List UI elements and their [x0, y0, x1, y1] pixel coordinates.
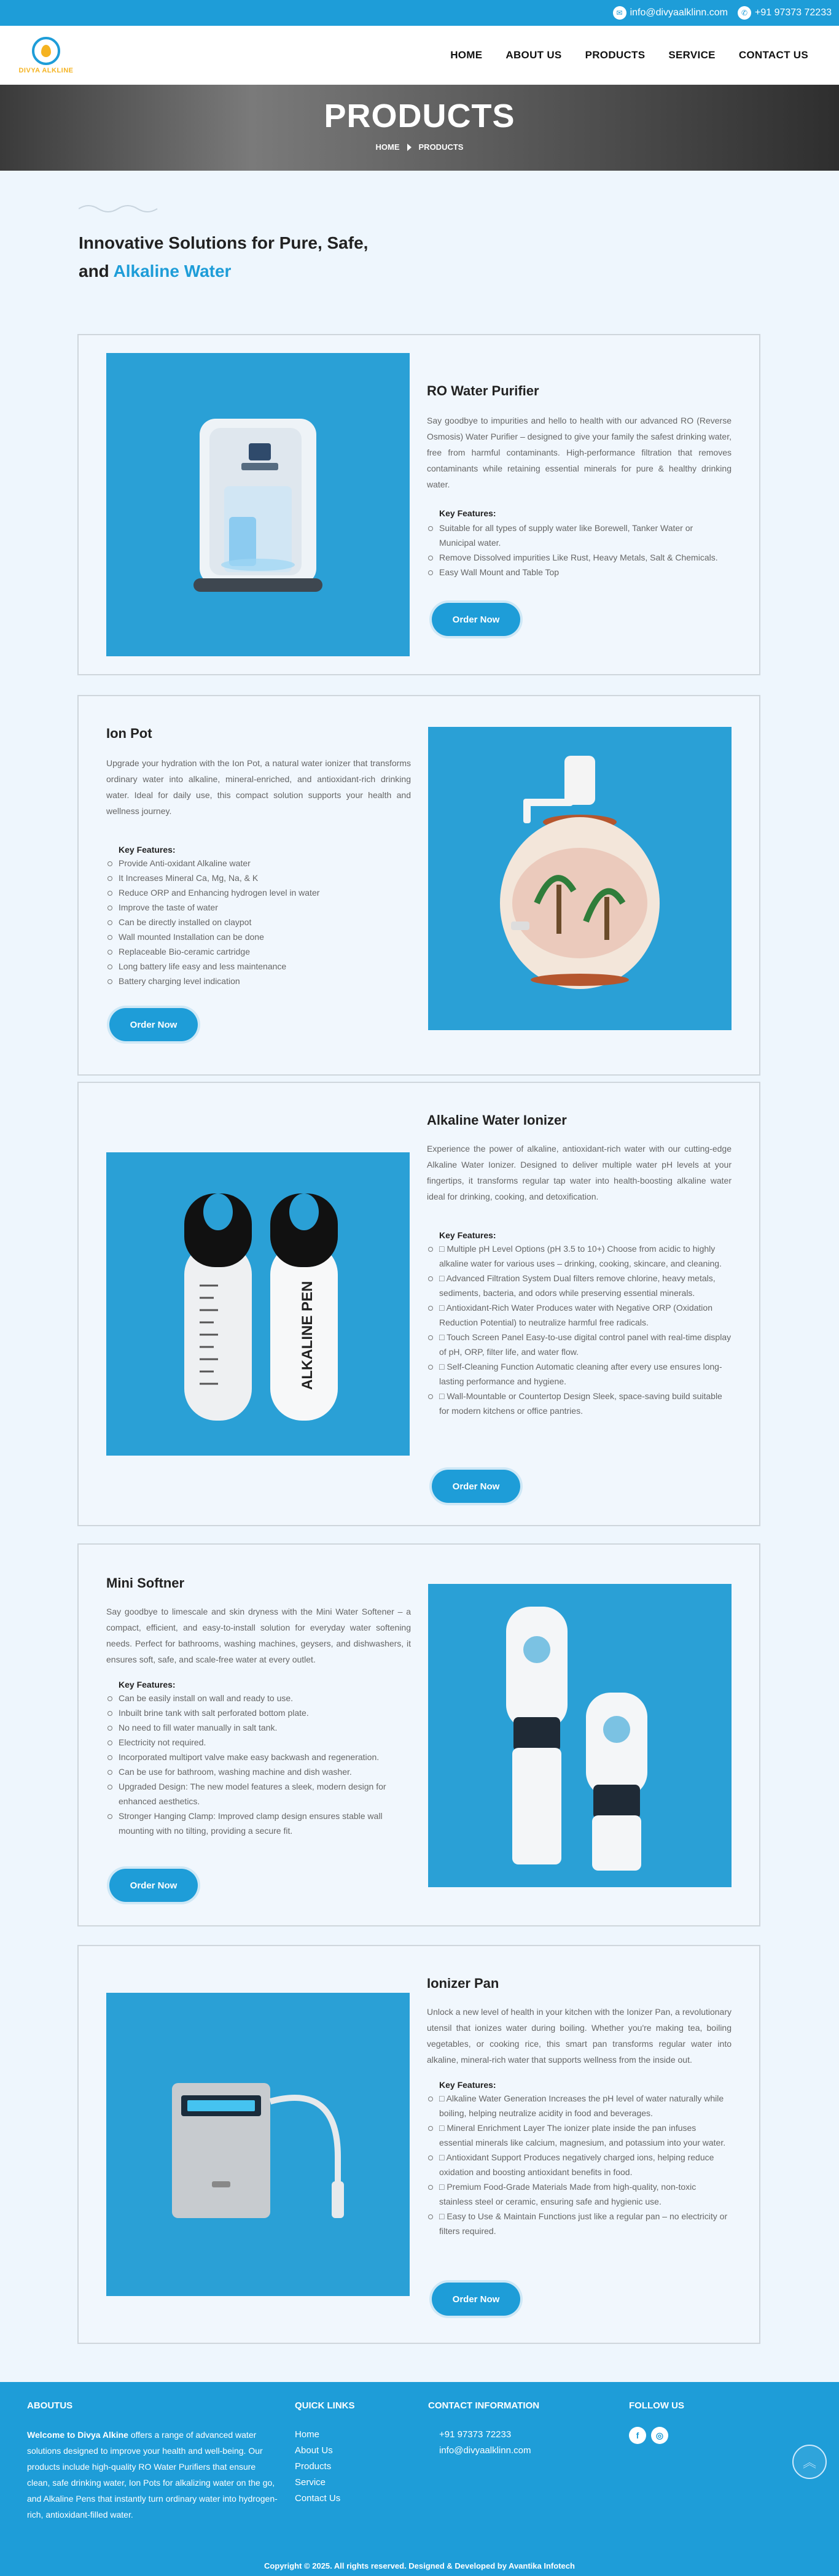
feature-item: Long battery life easy and less maintenance — [106, 959, 411, 974]
features-list — [106, 1691, 411, 1838]
page-hero-banner — [0, 85, 839, 171]
alkaline-pen-illustration-icon — [147, 1169, 369, 1439]
feature-item: □ Mineral Enrichment Layer The ionizer plate inside the pan infuses essential minerals like calcium, magnesium, and potassium into your water. — [427, 2120, 732, 2150]
feature-item: □ Alkaline Water Generation Increases the pH level of water naturally while boiling, helping neutralize acidity in food and beverages. — [427, 2091, 732, 2120]
order-now-button-ro-purifier[interactable]: Order Now — [432, 603, 520, 636]
footer-contact-list — [428, 2427, 588, 2459]
footer-contact-heading: CONTACT INFORMATION — [428, 2400, 540, 2411]
topbar-email-text[interactable]: info@divyaalklinn.com — [630, 7, 728, 18]
features-label: Key Features: — [439, 2080, 496, 2090]
features-list — [427, 521, 732, 580]
feature-item: □ Premium Food-Grade Materials Made from high-quality, non-toxic stainless steel or ceramic, ensuring safe and hygienic use. — [427, 2179, 732, 2209]
features-label: Key Features: — [119, 845, 176, 855]
site-logo[interactable] — [18, 37, 74, 74]
product-title: Ion Pot — [106, 726, 152, 741]
site-footer — [0, 2382, 839, 2576]
mail-icon: ✉ — [613, 6, 626, 20]
order-now-button-ion-pot[interactable]: Order Now — [109, 1008, 198, 1041]
nav-item-about-us[interactable]: ABOUT US — [505, 49, 562, 61]
feature-item: □ Multiple pH Level Options (pH 3.5 to 10+) Choose from acidic to highly alkaline water for various uses – drinking, cooking, skincare, and cleaning. — [427, 1241, 732, 1271]
topbar-phone-text[interactable]: +91 97373 72233 — [754, 7, 832, 18]
feature-item: Inbuilt brine tank with salt perforated bottom plate. — [106, 1705, 411, 1720]
phone-icon: ✆ — [738, 6, 751, 20]
footer-contact-email[interactable]: info@divyaalklinn.com — [439, 2445, 531, 2456]
product-info-alkaline-ionizer — [427, 1112, 732, 1418]
feature-item: □ Easy to Use & Maintain Functions just like a regular pan – no electricity or filters required. — [427, 2209, 732, 2238]
intro-line1: Innovative Solutions for Pure, Safe, — [79, 233, 369, 252]
feature-item: Replaceable Bio-ceramic cartridge — [106, 944, 411, 959]
topbar-email[interactable] — [613, 6, 728, 20]
product-info-ro-purifier — [427, 383, 732, 580]
product-description: Say goodbye to impurities and hello to health with our advanced RO (Reverse Osmosis) Water Purifier – designed to give your family the safest drinking water, free from harmful contaminants. High-performance filtration that removes contaminants while retaining essential minerals for pure & healthy drinking water. — [427, 416, 732, 489]
footer-links-list — [295, 2427, 405, 2507]
feature-item: Easy Wall Mount and Table Top — [427, 565, 732, 580]
product-title: Mini Softner — [106, 1575, 185, 1591]
breadcrumb — [0, 142, 839, 152]
breadcrumb-arrow-icon — [407, 144, 412, 151]
ionizer-pan-illustration-icon — [154, 2058, 362, 2230]
facebook-icon[interactable]: f — [629, 2427, 646, 2444]
logo-text: DIVYA ALKLINE — [18, 66, 74, 74]
product-image-alkaline-pen — [106, 1152, 410, 1456]
topbar-phone[interactable] — [738, 6, 832, 20]
product-card-ionizer-pan — [77, 1945, 760, 2344]
product-image-mini-softner — [428, 1584, 732, 1887]
footer-contact-phone[interactable]: +91 97373 72233 — [439, 2429, 512, 2440]
feature-item: Stronger Hanging Clamp: Improved clamp design ensures stable wall mounting with no tilting, providing a secure fit. — [106, 1809, 411, 1838]
page-title: PRODUCTS — [324, 98, 515, 134]
feature-item: Reduce ORP and Enhancing hydrogen level in water — [106, 885, 411, 900]
product-image-ionizer-pan — [106, 1993, 410, 2296]
nav-item-home[interactable]: HOME — [450, 49, 483, 61]
footer-link-products[interactable]: Products — [295, 2461, 332, 2472]
main-navigation — [0, 26, 839, 85]
top-contact-bar — [0, 0, 839, 26]
footer-contact — [428, 2400, 588, 2459]
features-list — [427, 2091, 732, 2238]
product-info-mini-softner — [106, 1575, 411, 1838]
footer-about — [27, 2400, 279, 2523]
product-image-ion-pot — [428, 727, 732, 1030]
feature-item: □ Self-Cleaning Function Automatic cleaning after every use ensures long-lasting performance and hygiene. — [427, 1359, 732, 1389]
ion-pot-illustration-icon — [488, 750, 672, 1007]
features-list — [106, 856, 411, 988]
feature-item: □ Wall-Mountable or Countertop Design Sleek, space-saving build suitable for modern kitchens or office pantries. — [427, 1389, 732, 1418]
feature-item: Improve the taste of water — [106, 900, 411, 915]
wave-decoration-icon — [79, 203, 158, 215]
footer-follow-heading: FOLLOW US — [629, 2400, 684, 2411]
chevron-up-icon: ︽ — [802, 2454, 816, 2470]
product-card-ion-pot — [77, 695, 760, 1076]
ro-purifier-illustration-icon — [157, 394, 359, 615]
features-list — [427, 1241, 732, 1418]
feature-item: Electricity not required. — [106, 1735, 411, 1750]
footer-link-service[interactable]: Service — [295, 2477, 326, 2488]
order-now-button-ionizer-pan[interactable]: Order Now — [432, 2283, 520, 2316]
feature-item: □ Advanced Filtration System Dual filters remove chlorine, heavy metals, sediments, bacteria, and odors while preserving essential minerals. — [427, 1271, 732, 1300]
feature-item: Incorporated multiport valve make easy backwash and regeneration. — [106, 1750, 411, 1764]
nav-item-contact-us[interactable]: CONTACT US — [738, 49, 808, 61]
footer-about-text — [27, 2427, 279, 2523]
feature-item: No need to fill water manually in salt tank. — [106, 1720, 411, 1735]
feature-item: Can be use for bathroom, washing machine and dish washer. — [106, 1764, 411, 1779]
product-card-alkaline-ionizer — [77, 1082, 760, 1526]
footer-about-heading: ABOUTUS — [27, 2400, 73, 2411]
product-description: Unlock a new level of health in your kitchen with the Ionizer Pan, a revolutionary utensil that ionizes water during boiling. Whether you're making tea, boiling vegetables, or cooking rice, this smart pan transforms regular water into alkaline, mineral-rich water that supports wellness from the inside out. — [427, 2007, 732, 2065]
product-title: Ionizer Pan — [427, 1976, 499, 1991]
product-title: RO Water Purifier — [427, 383, 539, 398]
nav-menu — [450, 49, 808, 61]
feature-item: Remove Dissolved impurities Like Rust, Heavy Metals, Salt & Chemicals. — [427, 550, 732, 565]
footer-link-home[interactable]: Home — [295, 2429, 320, 2440]
pen-label: ALKALINE PEN — [299, 1281, 316, 1390]
feature-item: It Increases Mineral Ca, Mg, Na, & K — [106, 871, 411, 885]
nav-item-service[interactable]: SERVICE — [668, 49, 716, 61]
product-description: Experience the power of alkaline, antioxidant-rich water with our cutting-edge Alkaline Water Ionizer. Designed to deliver multiple water pH levels at your fingertips, it transforms regular tap water into health-boosting alkaline water ideal for drinking, cooking, and detoxification. — [427, 1144, 732, 1201]
features-label: Key Features: — [439, 1230, 496, 1240]
intro-section — [79, 203, 509, 285]
breadcrumb-home[interactable]: HOME — [375, 142, 400, 152]
product-card-mini-softner — [77, 1543, 760, 1926]
feature-item: Upgraded Design: The new model features a sleek, modern design for enhanced aesthetics. — [106, 1779, 411, 1809]
product-description: Say goodbye to limescale and skin dryness with the Mini Water Softener – a compact, efficient, and easy-to-install solution for everyday water softening needs. Perfect for bathrooms, washing machines, geysers, and dishwashers, it ensures soft, safe, and scale-free water at every outlet. — [106, 1607, 411, 1664]
social-links — [629, 2427, 752, 2444]
footer-about-lead: Welcome to Divya Alkine — [27, 2430, 128, 2440]
features-label: Key Features: — [119, 1680, 176, 1690]
product-info-ion-pot — [106, 726, 411, 988]
feature-item: Wall mounted Installation can be done — [106, 929, 411, 944]
copyright-text: Copyright © 2025. All rights reserved. Designed & Developed by Avantika Infotech — [264, 2561, 575, 2570]
product-image-ro-purifier — [106, 353, 410, 656]
feature-item: □ Touch Screen Panel Easy-to-use digital control panel with real-time display of pH, ORP, filter life, and water flow. — [427, 1330, 732, 1359]
scroll-to-top-button[interactable] — [792, 2445, 827, 2479]
footer-about-body: offers a range of advanced water solutions designed to improve your health and well-being. Our products include high-quality RO Water Purifiers that ensure clean, safe drinking water, Ion Pots for alkalizing water on the go, and Alkaline Pens that instantly turn ordinary water into hydrogen-rich, antioxidant-filled water. — [27, 2430, 278, 2520]
mini-softner-illustration-icon — [488, 1594, 672, 1877]
intro-heading — [79, 229, 509, 285]
feature-item: □ Antioxidant-Rich Water Produces water with Negative ORP (Oxidation Reduction Potential) to neutralize harmful free radicals. — [427, 1300, 732, 1330]
order-now-button-alkaline-ionizer[interactable]: Order Now — [432, 1470, 520, 1503]
product-info-ionizer-pan — [427, 1976, 732, 2238]
feature-item: □ Antioxidant Support Produces negatively charged ions, helping reduce oxidation and boosting antioxidant benefits in food. — [427, 2150, 732, 2179]
feature-item: Suitable for all types of supply water like Borewell, Tanker Water or Municipal water. — [427, 521, 732, 550]
feature-item: Provide Anti-oxidant Alkaline water — [106, 856, 411, 871]
order-now-button-mini-softner[interactable]: Order Now — [109, 1869, 198, 1902]
footer-link-about-us[interactable]: About Us — [295, 2445, 333, 2456]
product-title: Alkaline Water Ionizer — [427, 1112, 567, 1128]
breadcrumb-current: PRODUCTS — [418, 142, 464, 152]
nav-item-products[interactable]: PRODUCTS — [585, 49, 646, 61]
logo-drop-icon — [32, 37, 60, 65]
footer-follow — [629, 2400, 752, 2444]
footer-links-heading: QUICK LINKS — [295, 2400, 355, 2411]
footer-link-contact-us[interactable]: Contact Us — [295, 2493, 341, 2504]
feature-item: Can be directly installed on claypot — [106, 915, 411, 929]
features-label: Key Features: — [439, 508, 496, 518]
product-card-ro-purifier — [77, 334, 760, 675]
intro-line2-prefix: and — [79, 262, 114, 281]
intro-highlight: Alkaline Water — [113, 262, 232, 281]
instagram-icon[interactable]: ◎ — [651, 2427, 668, 2444]
product-description: Upgrade your hydration with the Ion Pot, a natural water ionizer that transforms ordinary water into alkaline, mineral-enriched, and antioxidant-rich drinking water. Ideal for daily use, this compact solution supports your health and wellness journey. — [106, 758, 411, 816]
footer-quick-links — [295, 2400, 405, 2507]
feature-item: Can be easily install on wall and ready to use. — [106, 1691, 411, 1705]
feature-item: Battery charging level indication — [106, 974, 411, 988]
